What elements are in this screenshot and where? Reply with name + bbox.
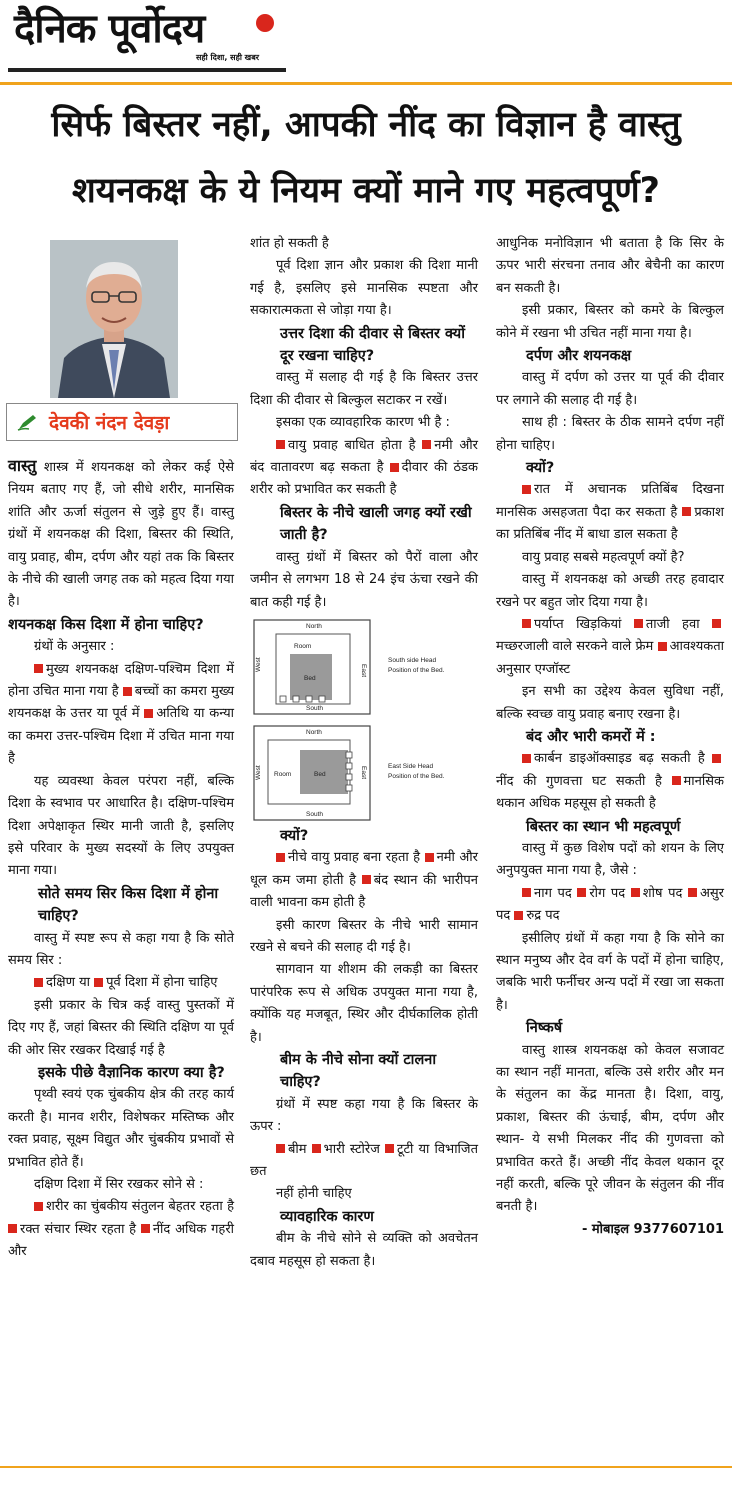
bullet-square-icon bbox=[144, 709, 153, 718]
bullet-item: नीचे वायु प्रवाह बना रहता है नमी और धूल कम जमा होती है बंद स्थान की भारीपन वाली भावना कम होती है bbox=[250, 850, 478, 911]
paragraph: इसी कारण बिस्तर के नीचे भारी सामान रखने से बचने की सलाह दी गई है। bbox=[250, 917, 478, 955]
bullet-square-icon bbox=[514, 911, 523, 920]
diagram-north-label: North bbox=[306, 728, 322, 736]
diagram-south-label: South bbox=[306, 704, 323, 712]
bullet-item: मुख्य शयनकक्ष दक्षिण-पश्चिम दिशा में होना उचित माना गया है बच्चों का कमरा मुख्य शयनकक्ष के उत्तर या पूर्व में अतिथि या कन्या का कमरा उत्तर-पश्चिम दिशा में उचित माना गया है bbox=[8, 661, 234, 767]
bullet-item: दक्षिण या पूर्व दिशा में होना चाहिए bbox=[8, 972, 234, 994]
logo-dot-icon bbox=[256, 14, 274, 32]
bullet-square-icon bbox=[385, 1144, 394, 1153]
bullet-square-icon bbox=[425, 853, 434, 862]
bullet-item: बीम भारी स्टोरेज टूटी या विभाजित छत bbox=[250, 1141, 478, 1179]
paragraph: इसीलिए ग्रंथों में कहा गया है कि सोने का स्थान मनुष्य और देव वर्ग के पदों में होना चाहिए, जबकि भारी फर्नीचर अन्य पदों में रखा जा सकता है। bbox=[496, 930, 724, 1013]
bullet-square-icon bbox=[276, 1144, 285, 1153]
bullet-square-icon bbox=[631, 888, 640, 897]
paragraph: वायु प्रवाह सबसे महत्वपूर्ण क्यों है? bbox=[522, 549, 685, 565]
paragraph: वास्तु में सलाह दी गई है कि बिस्तर उत्तर दिशा की दीवार से बिल्कुल सटाकर न रखें। bbox=[250, 370, 478, 408]
paragraph: पूर्व दिशा ज्ञान और प्रकाश की दिशा मानी गई है, इसलिए इसे मानसिक स्पष्टता और सकारात्मकता से जोड़ा गया है। bbox=[250, 258, 478, 319]
bed-position-diagram bbox=[250, 618, 478, 823]
diagram-caption-1a: South side Head bbox=[388, 656, 437, 664]
bullet-square-icon bbox=[141, 1224, 150, 1233]
subheading: बिस्तर के नीचे खाली जगह क्यों रखी जाती है? bbox=[280, 504, 472, 544]
top-divider bbox=[0, 82, 732, 85]
bullet-square-icon bbox=[688, 888, 697, 897]
paragraph: इन सभी का उद्देश्य केवल सुविधा नहीं, बल्कि स्वच्छ वायु प्रवाह बनाए रखना है। bbox=[496, 684, 724, 722]
bullet-square-icon bbox=[522, 485, 531, 494]
article-column-1 bbox=[8, 455, 234, 1264]
bullet-square-icon bbox=[577, 888, 586, 897]
subheading: क्यों? bbox=[280, 827, 309, 844]
bullet-square-icon bbox=[682, 507, 691, 516]
masthead-rule bbox=[8, 68, 286, 72]
bullet-square-icon bbox=[712, 754, 721, 763]
bullet-square-icon bbox=[672, 776, 681, 785]
diagram-bed-label: Bed bbox=[304, 674, 316, 682]
intro-paragraph: वास्तु शास्त्र में शयनकक्ष को लेकर कई ऐसे नियम बताए गए हैं, जो सीधे शरीर, मानसिक शांति और ऊर्जा संतुलन से जुड़े हुए हैं। वास्तु ग्रंथों में शयनकक्ष की दिशा, बिस्तर की स्थिति, वायु प्रवाह, बीम, दर्पण और यहां तक कि बिस्तर के नीचे की खाली जगह तक को महत्व दिया गया है। bbox=[8, 456, 234, 610]
intro-dropcap: वास्तु bbox=[8, 456, 37, 475]
diagram-east-label: East bbox=[360, 663, 367, 677]
bullet-square-icon bbox=[8, 1224, 17, 1233]
bullet-square-icon bbox=[522, 888, 531, 897]
diagram-room-label: Room bbox=[294, 642, 312, 650]
paragraph: ग्रंथों के अनुसार : bbox=[34, 639, 115, 655]
paragraph: यह व्यवस्था केवल परंपरा नहीं, बल्कि दिशा के स्वभाव पर आधारित है। दक्षिण-पश्चिम दिशा अपेक्षाकृत स्थिर मानी जाती है, इसलिए इसे परिवार के मुख्य सदस्यों के लिए उपयुक्त माना गया। bbox=[8, 773, 234, 879]
bullet-square-icon bbox=[634, 619, 643, 628]
headline-line-2: शयनकक्ष के ये नियम क्यों माने गए महत्वपूर्ण? bbox=[71, 171, 660, 211]
diagram-north-label: North bbox=[306, 622, 322, 630]
bullet-square-icon bbox=[34, 1202, 43, 1211]
paragraph: वास्तु शास्त्र शयनकक्ष को केवल सजावट का स्थान नहीं मानता, बल्कि उसे शरीर और मन के संतुलन का केंद्र मानता है। दिशा, वायु, प्रकाश, बिस्तर की ऊंचाई, बीम, दर्पण और स्थान- ये सभी मिलकर नींद की गुणवत्ता को प्रभावित करते हैं। अच्छी नींद केवल थकान दूर नहीं करती, बल्कि पूरे जीवन के संतुलन की नींव बनती है। bbox=[496, 1042, 724, 1215]
bullet-square-icon bbox=[422, 440, 431, 449]
bullet-item: वायु प्रवाह बाधित होता है नमी और बंद वातावरण बढ़ सकता है दीवार की ठंडक शरीर को प्रभावित कर सकती है bbox=[250, 437, 478, 498]
paragraph: इसी प्रकार के चित्र कई वास्तु पुस्तकों में दिए गए हैं, जहां बिस्तर की स्थिति दक्षिण या पूर्व की ओर सिर रखकर दिखाई गई है bbox=[8, 997, 234, 1058]
diagram-east-label: East bbox=[360, 765, 367, 779]
bullet-square-icon bbox=[390, 463, 399, 472]
bullet-square-icon bbox=[522, 619, 531, 628]
masthead bbox=[0, 0, 732, 82]
diagram-west-label: West bbox=[255, 657, 262, 672]
subheading: व्यावहारिक कारण bbox=[280, 1208, 374, 1225]
bullet-square-icon bbox=[276, 440, 285, 449]
paragraph: बीम के नीचे सोने से व्यक्ति को अवचेतन दबाव महसूस हो सकता है। bbox=[250, 1231, 478, 1269]
paragraph: वास्तु में कुछ विशेष पदों को शयन के लिए अनुपयुक्त माना गया है, जैसे : bbox=[496, 840, 724, 879]
bullet-item: शरीर का चुंबकीय संतुलन बेहतर रहता है रक्त संचार स्थिर रहता है नींद अधिक गहरी और bbox=[8, 1199, 235, 1260]
pen-icon bbox=[17, 413, 39, 431]
paragraph: नहीं होनी चाहिए bbox=[276, 1186, 352, 1202]
diagram-caption-2a: East Side Head bbox=[388, 762, 434, 770]
diagram-bed-label: Bed bbox=[314, 770, 326, 778]
bullet-item: रात में अचानक प्रतिबिंब दिखना मानसिक असहजता पैदा कर सकता है प्रकाश का प्रतिबिंब नींद में बाधा डाल सकता है bbox=[496, 482, 724, 543]
paragraph: दक्षिण दिशा में सिर रखकर सोने से : bbox=[34, 1177, 204, 1192]
paragraph: इसी प्रकार, बिस्तर को कमरे के बिल्कुल कोने में रखना भी उचित नहीं माना गया है। bbox=[496, 303, 724, 341]
paragraph: आधुनिक मनोविज्ञान भी बताता है कि सिर के ऊपर भारी संरचना तनाव और बेचैनी का कारण बन सकती है। bbox=[496, 236, 724, 296]
headline-line-1: सिर्फ बिस्तर नहीं, आपकी नींद का विज्ञान है वास्तु bbox=[51, 105, 681, 145]
subheading: सोते समय सिर किस दिशा में होना चाहिए? bbox=[38, 885, 219, 925]
paragraph: साथ ही : बिस्तर के ठीक सामने दर्पण नहीं होना चाहिए। bbox=[496, 415, 724, 453]
bullet-item: पर्याप्त खिड़कियां ताजी हवा मच्छरजाली वाले सरकने वाले फ्रेम आवश्यकता अनुसार एग्जॉस्ट bbox=[496, 616, 724, 677]
bullet-square-icon bbox=[658, 642, 667, 651]
diagram-south-label: South bbox=[306, 810, 323, 818]
bullet-square-icon bbox=[522, 754, 531, 763]
author-photo bbox=[50, 240, 178, 398]
subheading: बिस्तर का स्थान भी महत्वपूर्ण bbox=[526, 818, 681, 835]
bullet-square-icon bbox=[712, 619, 721, 628]
article-column-2 bbox=[250, 233, 478, 1273]
subheading: इसके पीछे वैज्ञानिक कारण क्या है? bbox=[38, 1064, 225, 1081]
bullet-square-icon bbox=[34, 978, 43, 987]
bottom-divider bbox=[0, 1466, 732, 1468]
subheading: दर्पण और शयनकक्ष bbox=[526, 348, 632, 365]
paragraph: पृथ्वी स्वयं एक चुंबकीय क्षेत्र की तरह कार्य करती है। मानव शरीर, विशेषकर मस्तिष्क और रक्त प्रवाह, सूक्ष्म विद्युत और चुंबकीय प्रभावों से प्रभावित होते हैं। bbox=[8, 1087, 234, 1170]
paragraph: शांत हो सकती है bbox=[250, 236, 329, 251]
diagram-caption-2b: Position of the Bed. bbox=[388, 772, 445, 780]
paragraph: वास्तु में शयनकक्ष को अच्छी तरह हवादार रखने पर बहुत जोर दिया गया है। bbox=[496, 572, 724, 610]
paragraph: वास्तु में दर्पण को उत्तर या पूर्व की दीवार पर लगाने की सलाह दी गई है। bbox=[496, 370, 724, 408]
diagram-west-label: West bbox=[255, 765, 262, 780]
bullet-square-icon bbox=[94, 978, 103, 987]
article-column-3 bbox=[496, 233, 724, 1241]
author-name: देवकी नंदन देवड़ा bbox=[49, 412, 170, 434]
newspaper-logo: दैनिक पूर्वोदय bbox=[14, 6, 205, 52]
subheading: बीम के नीचे सोना क्यों टालना चाहिए? bbox=[280, 1051, 437, 1091]
paragraph: वास्तु ग्रंथों में बिस्तर को पैरों वाला और जमीन से लगभग 18 से 24 इंच ऊंचा रखने की बात कही गई है। bbox=[250, 549, 478, 610]
author-byline bbox=[6, 403, 238, 441]
bullet-square-icon bbox=[276, 853, 285, 862]
subheading: उत्तर दिशा की दीवार से बिस्तर क्यों दूर रखना चाहिए? bbox=[280, 325, 465, 365]
subheading: निष्कर्ष bbox=[526, 1020, 563, 1037]
diagram-room-label: Room bbox=[274, 770, 292, 778]
bullet-item: कार्बन डाइऑक्साइड बढ़ सकती है नींद की गुणवत्ता घट सकती है मानसिक थकान अधिक महसूस हो सकती है bbox=[496, 751, 725, 812]
subheading: शयनकक्ष किस दिशा में होना चाहिए? bbox=[8, 616, 204, 633]
bullet-square-icon bbox=[123, 687, 132, 696]
subheading: बंद और भारी कमरों में : bbox=[526, 728, 656, 745]
paragraph: वास्तु में स्पष्ट रूप से कहा गया है कि सोते समय सिर : bbox=[8, 930, 234, 968]
bullet-square-icon bbox=[34, 664, 43, 673]
bullet-square-icon bbox=[312, 1144, 321, 1153]
tagline: सही दिशा, सही खबर bbox=[196, 53, 260, 62]
author-signoff: - मोबाइल 9377607101 bbox=[581, 1221, 724, 1237]
paragraph: ग्रंथों में स्पष्ट कहा गया है कि बिस्तर के ऊपर : bbox=[250, 1096, 478, 1135]
paragraph: सागवान या शीशम की लकड़ी का बिस्तर पारंपरिक रूप से अधिक उपयुक्त माना गया है, क्योंकि यह मजबूत, स्थिर और दीर्घकालिक होती है। bbox=[250, 962, 478, 1045]
bullet-item: नाग पद रोग पद शोष पद असुर पद रुद्र पद bbox=[496, 885, 724, 924]
bullet-square-icon bbox=[362, 875, 371, 884]
diagram-caption-1b: Position of the Bed. bbox=[388, 666, 445, 674]
paragraph: इसका एक व्यावहारिक कारण भी है : bbox=[276, 415, 450, 431]
subheading: क्यों? bbox=[526, 460, 555, 477]
